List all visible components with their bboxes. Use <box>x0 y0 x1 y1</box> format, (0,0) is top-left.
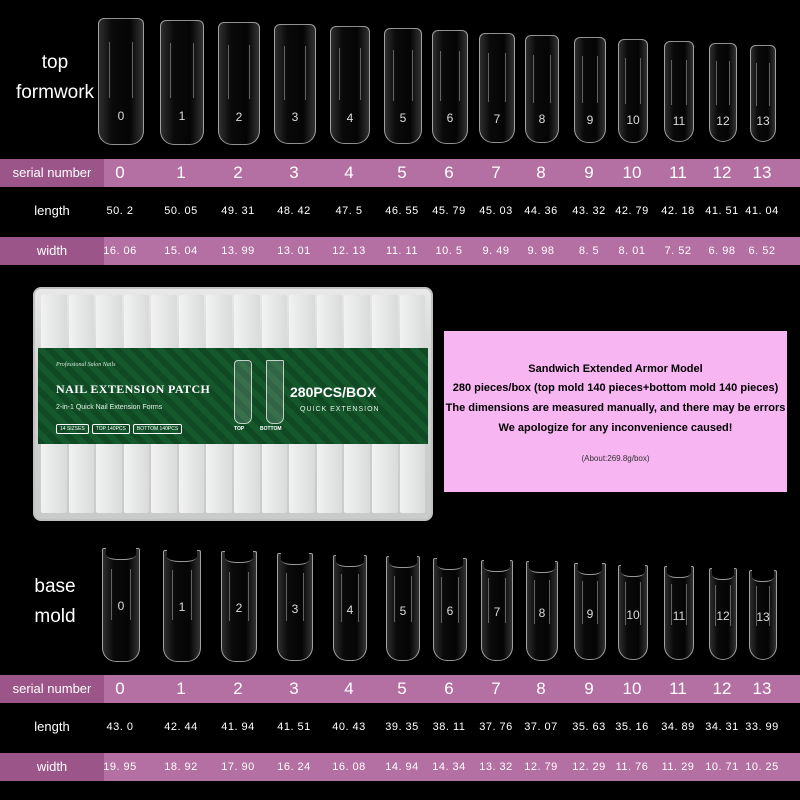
table-cell: 50. 2 <box>106 205 134 217</box>
top-formwork-tip <box>709 43 737 142</box>
tip-number: 2 <box>235 109 243 124</box>
base-mold-tip <box>433 558 466 661</box>
table-cell: 42. 79 <box>615 205 649 217</box>
bottom-caption: BOTTOM <box>260 426 282 432</box>
table-cell: 10. 25 <box>745 761 779 773</box>
table-row <box>0 237 800 265</box>
table-cell: 7 <box>491 679 501 698</box>
table-cell: 1 <box>176 163 186 182</box>
tip-number: 8 <box>538 112 546 127</box>
table-cell: 15. 04 <box>164 245 198 257</box>
base-mold-tip <box>618 565 648 661</box>
table-cell: 9 <box>584 679 594 698</box>
table-cell: 12. 79 <box>524 761 558 773</box>
table-cell: 41. 51 <box>705 205 739 217</box>
info-line: 280 pieces/box (top mold 140 pieces+bottom mold 140 pieces) <box>452 382 779 394</box>
table-cell: 33. 99 <box>745 721 779 733</box>
row-label: length <box>34 203 70 218</box>
tip-number: 12 <box>716 609 730 624</box>
tip-number: 12 <box>716 113 730 128</box>
row-label: length <box>34 719 70 734</box>
table-cell: 42. 44 <box>164 721 198 733</box>
table-cell: 5 <box>397 163 407 182</box>
table-cell: 35. 63 <box>572 721 606 733</box>
tip-number: 4 <box>346 602 354 617</box>
table-cell: 18. 92 <box>164 761 198 773</box>
table-cell: 14. 94 <box>385 761 419 773</box>
table-cell: 45. 79 <box>432 205 466 217</box>
table-cell: 13. 99 <box>221 245 255 257</box>
table-cell: 8 <box>536 163 546 182</box>
table-cell: 8 <box>536 679 546 698</box>
base-mold-tip <box>102 548 140 662</box>
table-cell: 43. 0 <box>106 721 134 733</box>
base-mold-tip <box>709 568 738 660</box>
base-mold-tip <box>664 566 694 660</box>
table-cell: 11. 11 <box>386 245 418 257</box>
table-cell: 13. 01 <box>277 245 311 257</box>
box-chip: TOP 140PCS <box>92 424 130 434</box>
top-formwork-tip <box>98 18 144 145</box>
tip-number: 9 <box>586 112 594 127</box>
table-row <box>0 753 800 781</box>
row-label: serial number <box>0 675 104 703</box>
tip-number: 11 <box>672 113 686 128</box>
top-formwork-tip <box>432 30 469 143</box>
base-mold-tip <box>481 560 514 661</box>
info-weight: (About:269.8g/box) <box>581 454 650 463</box>
tip-number: 4 <box>346 110 354 125</box>
top-formwork-tip <box>330 26 370 144</box>
tip-number: 0 <box>117 599 125 614</box>
table-cell: 2 <box>233 679 243 698</box>
table-cell: 13. 32 <box>479 761 513 773</box>
product-box-label <box>38 348 428 444</box>
table-cell: 41. 04 <box>745 205 779 217</box>
table-cell: 3 <box>289 679 299 698</box>
table-cell: 19. 95 <box>103 761 137 773</box>
tip-number: 5 <box>399 111 407 126</box>
tip-number: 13 <box>756 114 770 129</box>
table-cell: 12 <box>712 163 732 182</box>
table-cell: 6 <box>444 163 454 182</box>
tip-number: 6 <box>446 111 454 126</box>
info-panel <box>444 331 787 492</box>
table-cell: 6 <box>444 679 454 698</box>
top-formwork-tip <box>218 22 261 144</box>
top-mold-icon <box>234 360 252 424</box>
box-chips <box>56 424 182 434</box>
table-cell: 17. 90 <box>221 761 255 773</box>
row-label: serial number <box>0 159 104 187</box>
info-line: Sandwich Extended Armor Model <box>528 363 703 375</box>
table-cell: 41. 94 <box>221 721 255 733</box>
base-mold-tip <box>277 553 313 661</box>
table-cell: 39. 35 <box>385 721 419 733</box>
tip-number: 6 <box>446 604 454 619</box>
base-mold-tip <box>163 550 200 662</box>
top-formwork-tip <box>618 39 649 143</box>
table-cell: 37. 07 <box>524 721 558 733</box>
top-label-line1: top <box>41 52 69 73</box>
tip-number: 13 <box>756 610 770 625</box>
tip-number: 10 <box>626 113 640 128</box>
table-cell: 44. 36 <box>524 205 558 217</box>
tip-number: 1 <box>178 109 186 124</box>
top-caption: TOP <box>234 426 245 432</box>
table-cell: 1 <box>176 679 186 698</box>
table-cell: 41. 51 <box>277 721 311 733</box>
base-label-line2: mold <box>34 606 76 627</box>
top-formwork-tip <box>160 20 204 145</box>
row-label: width <box>0 237 104 265</box>
table-row <box>0 159 800 187</box>
tip-number: 11 <box>672 608 686 623</box>
table-cell: 11. 76 <box>615 761 649 773</box>
box-chip: BOTTOM 140PCS <box>133 424 182 434</box>
box-chip: 14 SIZSES <box>56 424 89 434</box>
table-cell: 42. 18 <box>661 205 695 217</box>
tip-number: 7 <box>493 111 501 126</box>
top-formwork-tip <box>664 41 693 143</box>
tip-number: 0 <box>117 109 125 123</box>
table-cell: 8. 01 <box>618 245 646 257</box>
table-cell: 0 <box>115 163 125 182</box>
table-cell: 46. 55 <box>385 205 419 217</box>
top-formwork-label <box>10 48 100 108</box>
box-brand: Professional Salon Nails <box>56 362 116 368</box>
top-label-line2: formwork <box>15 82 95 103</box>
base-mold-tip <box>749 570 777 660</box>
table-cell: 5 <box>397 679 407 698</box>
table-cell: 0 <box>115 679 125 698</box>
tip-number: 3 <box>291 110 299 125</box>
table-cell: 4 <box>344 163 354 182</box>
base-mold-tip <box>221 551 257 661</box>
table-cell: 16. 08 <box>332 761 366 773</box>
table-cell: 43. 32 <box>572 205 606 217</box>
row-label: width <box>0 753 104 781</box>
table-cell: 48. 42 <box>277 205 311 217</box>
table-cell: 16. 24 <box>277 761 311 773</box>
table-cell: 12. 29 <box>572 761 606 773</box>
top-formwork-tip <box>525 35 559 144</box>
base-mold-tip <box>333 555 368 662</box>
table-cell: 2 <box>233 163 243 182</box>
info-line: The dimensions are measured manually, and there may be errors <box>445 402 786 414</box>
table-cell: 14. 34 <box>432 761 466 773</box>
base-mold-tip <box>386 556 420 661</box>
tip-number: 8 <box>538 606 546 621</box>
table-cell: 45. 03 <box>479 205 513 217</box>
table-cell: 34. 31 <box>705 721 739 733</box>
table-cell: 38. 11 <box>432 721 466 733</box>
bottom-mold-icon <box>266 360 284 424</box>
table-cell: 6. 52 <box>748 245 776 257</box>
top-formwork-tip <box>384 28 422 143</box>
tip-number: 9 <box>586 606 594 621</box>
tip-number: 2 <box>235 601 243 616</box>
table-row <box>0 675 800 703</box>
table-cell: 9. 49 <box>482 245 510 257</box>
table-cell: 37. 76 <box>479 721 513 733</box>
table-cell: 10. 5 <box>435 245 463 257</box>
table-cell: 9. 98 <box>527 245 555 257</box>
tip-number: 5 <box>399 603 407 618</box>
top-formwork-tip <box>274 24 315 144</box>
base-label-line1: base <box>34 576 76 597</box>
table-cell: 11 <box>669 679 687 698</box>
base-mold-tip <box>574 563 605 660</box>
base-mold-tip <box>526 561 558 660</box>
table-row <box>0 197 800 225</box>
tip-number: 10 <box>626 607 640 622</box>
base-mold-label <box>10 572 100 632</box>
table-cell: 7 <box>491 163 501 182</box>
table-cell: 12. 13 <box>332 245 366 257</box>
table-cell: 11 <box>669 163 687 182</box>
table-cell: 9 <box>584 163 594 182</box>
table-cell: 8. 5 <box>578 245 600 257</box>
table-cell: 47. 5 <box>335 205 363 217</box>
table-cell: 50. 05 <box>164 205 198 217</box>
table-cell: 7. 52 <box>664 245 692 257</box>
box-title: NAIL EXTENSION PATCH <box>56 382 211 396</box>
tip-number: 1 <box>178 600 186 615</box>
table-cell: 35. 16 <box>615 721 649 733</box>
table-cell: 4 <box>344 679 354 698</box>
top-formwork-tip <box>574 37 606 143</box>
info-line: We apologize for any inconvenience caused! <box>498 422 733 434</box>
tip-number: 3 <box>291 601 299 616</box>
table-row <box>0 713 800 741</box>
table-cell: 6. 98 <box>708 245 736 257</box>
box-count: 280PCS/BOX <box>290 384 377 400</box>
box-quick: QUICK EXTENSION <box>300 406 380 413</box>
table-cell: 49. 31 <box>221 205 255 217</box>
table-cell: 13 <box>752 679 772 698</box>
table-cell: 10. 71 <box>705 761 739 773</box>
table-cell: 11. 29 <box>661 761 695 773</box>
top-formwork-tip <box>750 45 776 142</box>
table-cell: 16. 06 <box>103 245 137 257</box>
top-formwork-tip <box>479 33 514 144</box>
table-cell: 13 <box>752 163 772 182</box>
table-cell: 10 <box>622 679 642 698</box>
tip-number: 7 <box>493 605 501 620</box>
table-cell: 10 <box>622 163 642 182</box>
table-cell: 3 <box>289 163 299 182</box>
box-subtitle: 2-in-1 Quick Nail Extension Forms <box>56 404 163 411</box>
table-cell: 12 <box>712 679 732 698</box>
table-cell: 40. 43 <box>332 721 366 733</box>
table-cell: 34. 89 <box>661 721 695 733</box>
